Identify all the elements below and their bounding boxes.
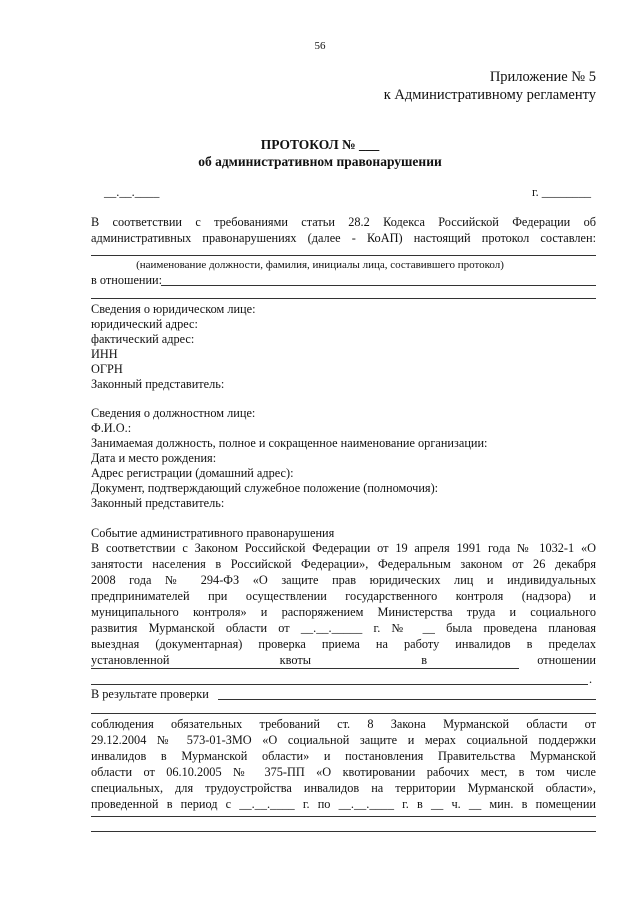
event-word: отношении bbox=[537, 653, 597, 667]
document-label: Документ, подтверждающий служебное положение (полномочия): bbox=[91, 481, 439, 495]
final-blank-line-2 bbox=[91, 831, 596, 832]
event-line: занятости населения в Российской Федерации», Федеральным законом от 26 декабря bbox=[91, 557, 596, 571]
event-line: 2008 года № 294-ФЗ «О защите прав юридических лиц и индивидуальных bbox=[91, 573, 596, 587]
compliance-line: области от 06.10.2005 № 375-ПП «О квотировании рабочих мест, в том числе bbox=[91, 765, 596, 779]
event-last-line bbox=[91, 652, 596, 668]
intro-line-1: В соответствии с требованиями статьи 28.2 Кодекса Российской Федерации об bbox=[91, 215, 596, 229]
result-blank-line-2 bbox=[91, 713, 596, 714]
compliance-line: соблюдения обязательных требований ст. 8 Закона Мурманской области от bbox=[91, 717, 596, 731]
event-blank-line-2 bbox=[91, 684, 588, 685]
compliance-line: инвалидов в Мурманской области» и постановления Правительства Мурманской bbox=[91, 749, 596, 763]
event-blank-line bbox=[91, 668, 519, 669]
event-line: развития Мурманской области от __.__._____ г. № __ была проведена плановая bbox=[91, 621, 596, 635]
event-period: . bbox=[589, 672, 593, 686]
appendix-line-1: Приложение № 5 bbox=[489, 69, 596, 85]
official-header: Сведения о должностном лице: bbox=[91, 406, 256, 420]
ogrn-label: ОГРН bbox=[91, 362, 123, 376]
event-header: Событие административного правонарушения bbox=[91, 526, 335, 540]
event-line: выездная (документарная) проверка приема на работу инвалидов в пределах bbox=[91, 637, 596, 651]
city-field: г. ________ bbox=[532, 185, 591, 199]
position-label: Занимаемая должность, полное и сокращенное наименование организации: bbox=[91, 436, 488, 450]
fio-label: Ф.И.О.: bbox=[91, 421, 132, 435]
appendix-line-2: к Административному регламенту bbox=[383, 87, 596, 103]
address-label: Адрес регистрации (домашний адрес): bbox=[91, 466, 294, 480]
inn-label: ИНН bbox=[91, 347, 118, 361]
protocol-title: ПРОТОКОЛ № ___ bbox=[260, 137, 380, 152]
protocol-subtitle: об административном правонарушении bbox=[198, 154, 442, 169]
official-representative-label: Законный представитель: bbox=[91, 496, 225, 510]
event-line: предпринимателей при осуществлении государственного контроля (надзора) и bbox=[91, 589, 596, 603]
event-line: В соответствии с Законом Российской Федерации от 19 апреля 1991 года № 1032-1 «О bbox=[91, 541, 596, 555]
regarding-blank-line-2 bbox=[91, 298, 596, 299]
event-word: установленной bbox=[91, 653, 170, 667]
event-line: муниципального контроля» и распоряжением Министерства труда и социального bbox=[91, 605, 596, 619]
actual-address-label: фактический адрес: bbox=[91, 332, 195, 346]
compliance-line: 29.12.2004 № 573-01-ЗМО «О социальной защите и мерах социальной поддержки bbox=[91, 733, 596, 747]
birth-label: Дата и место рождения: bbox=[91, 451, 217, 465]
result-blank-line bbox=[218, 699, 596, 700]
date-field: __.__.____ bbox=[104, 185, 160, 199]
compiler-blank-line bbox=[91, 255, 596, 256]
regarding-blank-line bbox=[161, 285, 596, 286]
compliance-line: специальных, для трудоустройства инвалидов на территории Мурманской области», bbox=[91, 781, 596, 795]
event-word: в bbox=[421, 653, 428, 667]
page-number: 56 bbox=[314, 40, 326, 52]
final-blank-line bbox=[91, 816, 596, 817]
compliance-line: проведенной в период с __.__.____ г. по __.__.____ г. в __ ч. __ мин. в помещении bbox=[91, 797, 596, 811]
legal-address-label: юридический адрес: bbox=[91, 317, 198, 331]
regarding-label: в отношении: bbox=[91, 273, 163, 287]
result-label: В результате проверки bbox=[91, 687, 209, 701]
legal-entity-header: Сведения о юридическом лице: bbox=[91, 302, 256, 316]
appendix-heading bbox=[384, 68, 596, 104]
legal-representative-label: Законный представитель: bbox=[91, 377, 225, 391]
event-word: квоты bbox=[279, 653, 311, 667]
compiler-caption: (наименование должности, фамилия, инициалы лица, составившего протокол) bbox=[136, 259, 504, 271]
intro-line-2: административных правонарушениях (далее - КоАП) настоящий протокол составлен: bbox=[91, 231, 596, 245]
